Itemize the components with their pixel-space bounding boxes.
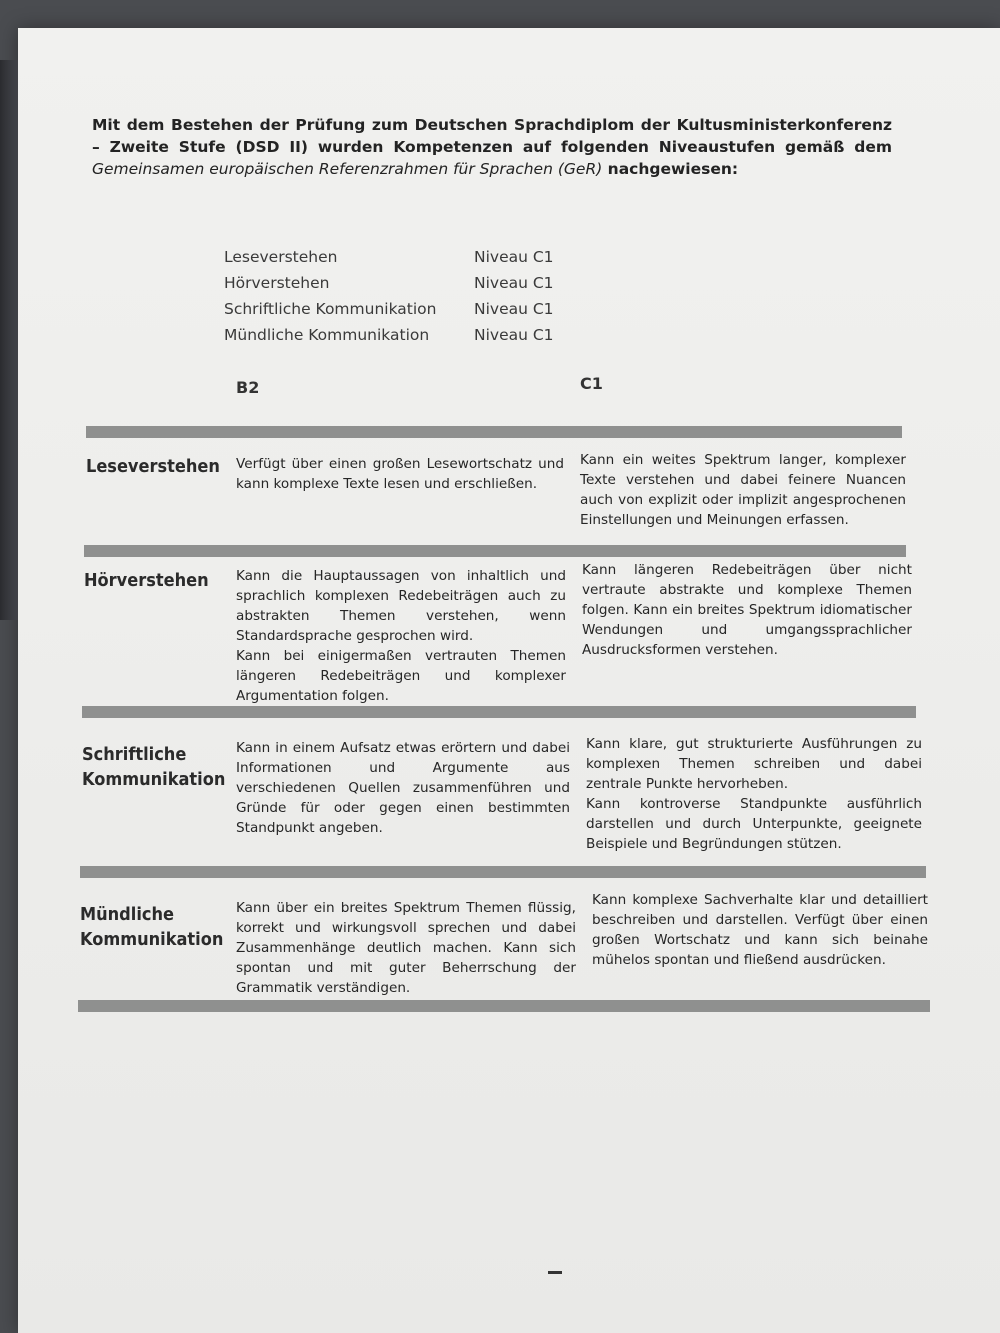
row-label-leseverstehen: Leseverstehen: [86, 456, 220, 477]
table-bottom-band: [78, 1000, 930, 1012]
level-row: [224, 300, 584, 326]
level-value: Niveau C1: [474, 300, 554, 318]
level-name: Schriftliche Kommunikation: [224, 300, 437, 318]
table-divider-band: [86, 426, 902, 438]
cell-b2-schriftliche-kommunikation: Kann in einem Aufsatz etwas erörtern und dabei Informationen und Argumente aus verschiedenen Quellen zusammenführen und Gründe für oder gegen einen bestimmten Standpunkt angeben.: [236, 740, 570, 836]
document-page: [18, 28, 1000, 1333]
cell-b2-muendliche-kommunikation: Kann über ein breites Spektrum Themen flüssig, korrekt und wirkungsvoll sprechen und dabei Zusammenhänge deutlich machen. Kann sich spontan und mit guter Beherrschung der Grammatik verständigen.: [236, 900, 576, 996]
cell-c1-muendliche-kommunikation: Kann komplexe Sachverhalte klar und detailliert beschreiben und darstellen. Verfügt über einen großen Wortschatz und kann sich beinahe mühelos spontan und fließend ausdrücken.: [592, 892, 928, 968]
page-mark: [548, 1271, 562, 1274]
intro-text-end: nachgewiesen:: [602, 160, 739, 178]
row-label-schriftliche-kommunikation: Schriftliche Kommunikation: [82, 744, 226, 790]
intro-paragraph: [92, 114, 892, 180]
intro-italic-text: Gemeinsamen europäischen Referenzrahmen für Sprachen (GeR): [92, 160, 603, 178]
level-summary: [224, 248, 584, 352]
column-header-b2: B2: [236, 378, 260, 397]
cell-b2-hoerverstehen: Kann die Hauptaussagen von inhaltlich und sprachlich komplexen Redebeiträgen auch zu abstrakten Themen verstehen, wenn Standardsprache gesprochen wird. Kann bei einigermaßen vertrauten Themen längeren Redebeiträgen und komplexer Argumentation folgen.: [236, 568, 566, 704]
column-header-c1: C1: [580, 374, 603, 393]
level-value: Niveau C1: [474, 248, 554, 266]
level-name: Leseverstehen: [224, 248, 338, 266]
row-label-muendliche-kommunikation: Mündliche Kommunikation: [80, 904, 224, 950]
level-value: Niveau C1: [474, 274, 554, 292]
level-row: [224, 248, 584, 274]
intro-text: Mit dem Bestehen der Prüfung zum Deutschen Sprachdiplom der Kultusministerkonferenz – Zweite Stufe (DSD II) wurden Kompetenzen auf folgenden Niveaustufen gemäß dem: [92, 116, 892, 156]
level-value: Niveau C1: [474, 326, 554, 344]
level-name: Mündliche Kommunikation: [224, 326, 430, 344]
cell-b2-leseverstehen: Verfügt über einen großen Lesewortschatz und kann komplexe Texte lesen und erschließen.: [236, 456, 564, 492]
table-divider-band: [80, 866, 926, 878]
row-label-hoerverstehen: Hörverstehen: [84, 570, 209, 591]
level-row: [224, 274, 584, 300]
level-row: [224, 326, 584, 352]
cell-c1-hoerverstehen: Kann längeren Redebeiträgen über nicht vertraute abstrakte und komplexe Themen folgen. Kann ein breites Spektrum idiomatischer Wendungen und umgangssprachlicher Ausdrucksformen verstehen.: [582, 562, 912, 658]
level-name: Hörverstehen: [224, 274, 330, 292]
cell-c1-schriftliche-kommunikation: Kann klare, gut strukturierte Ausführungen zu komplexen Themen schreiben und dabei zentrale Punkte hervorheben. Kann kontroverse Standpunkte ausführlich darstellen und durch Unterpunkte, geeignete Beispiele und Begründungen stützen.: [586, 736, 922, 852]
table-divider-band: [82, 706, 916, 718]
cell-c1-leseverstehen: Kann ein weites Spektrum langer, komplexer Texte verstehen und dabei feinere Nuancen auch von explizit oder implizit angesprochenen Einstellungen und Meinungen erfassen.: [580, 452, 906, 528]
table-divider-band: [84, 545, 906, 557]
